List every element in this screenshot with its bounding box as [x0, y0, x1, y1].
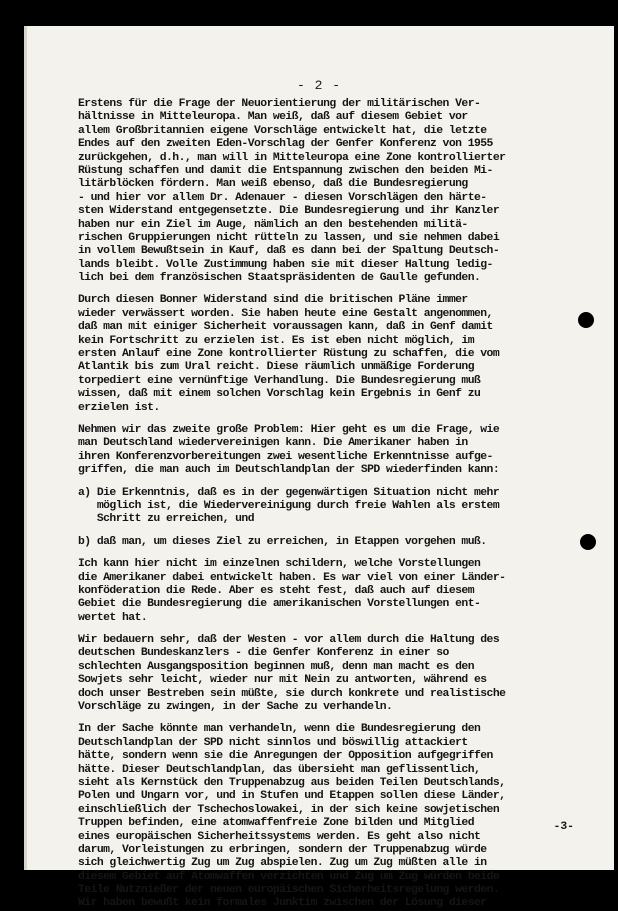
text-line: daß man mit einiger Sicherheit voraussagen kann, daß in Genf damit [78, 321, 493, 334]
text-line: die Amerikaner dabei entwickelt haben. Es war viel von einer Länder- [78, 571, 506, 584]
text-line: Rüstung schaffen und damit die Entspannung zwischen den beiden Mi- [78, 164, 493, 177]
page-number: - 2 - [296, 78, 341, 93]
paragraph [78, 536, 590, 549]
text-line: erzielen ist. [78, 401, 160, 414]
text-line: hätte, sondern wenn sie die Anregungen der Opposition aufgegriffen [78, 750, 493, 763]
paragraph-gap [78, 285, 590, 294]
text-line: hätte. Dieser Deutschlandplan, das übersieht man geflissentlich, [78, 763, 481, 776]
text-line: konföderation die Rede. Aber es steht fest, daß auch auf diesem [78, 584, 474, 597]
text-line: Vorschläge zu zwingen, in der Sache zu verhandeln. [78, 701, 393, 714]
text-line: In der Sache könnte man verhandeln, wenn die Bundesregierung den [78, 723, 481, 736]
text-line: doch unser Bestreben sein müßte, sie durch konkrete und realistische [78, 687, 506, 700]
punch-hole [578, 312, 594, 328]
text-line: Wir bedauern sehr, daß der Westen - vor allem durch die Haltung des [78, 634, 500, 647]
scan-edge [24, 26, 27, 870]
text-line: haben nur ein Ziel im Auge, nämlich an den bestehenden militä- [78, 218, 468, 231]
text-line: griffen, die man auch im Deutschlandplan der SPD wiederfinden kann: [78, 464, 500, 477]
text-line: diesem Gebiet auf Atomwaffen verzichten und Zug um Zug würden beide [78, 870, 500, 883]
next-page-marker: -3- [553, 821, 574, 833]
paragraph [78, 634, 590, 714]
text-line: Wir haben bewußt kein formales Junktim zwischen der Lösung dieser [78, 897, 487, 910]
text-line: Endes auf den zweiten Eden-Vorschlag der Genfer Konferenz von 1955 [78, 138, 493, 151]
paragraph [78, 294, 590, 415]
text-line: rischen Gruppierungen nicht rütteln zu lassen, und sie nehmen dabei [78, 231, 500, 244]
document-page [24, 26, 614, 910]
text-line: hältnisse in Mitteleuropa. Man weiß, daß auf diesem Gebiet vor [78, 111, 468, 124]
text-line: sten Widerstand entgegensetzte. Die Bundesregierung und ihr Kanzler [78, 205, 500, 218]
text-line: wissen, daß mit einem solchen Vorschlag kein Ergebnis in Genf zu [78, 388, 481, 401]
text-line: eines europäischen Sicherheitssystems werden. Es geht also nicht [78, 830, 481, 843]
text-line: Polen und Ungarn vor, und in Stufen und Etappen sollen diese Länder, [78, 790, 506, 803]
text-line: Schritt zu erreichen, und [78, 513, 254, 526]
paragraph [78, 98, 590, 285]
text-line: a) Die Erkenntnis, daß es in der gegenwärtigen Situation nicht mehr [78, 486, 500, 499]
text-line: wertet hat. [78, 611, 148, 624]
text-line: allem Großbritannien eigene Vorschläge entwickelt hat, die letzte [78, 124, 487, 137]
text-line: kein Fortschritt zu erzielen ist. Es ist eben nicht möglich, im [78, 334, 474, 347]
text-line: Atlantik bis zum Ural reicht. Diese räumlich unmäßige Forderung [78, 361, 474, 374]
text-line: torpediert eine vernünftige Verhandlung. Die Bundesregierung muß [78, 374, 481, 387]
text-line: Sowjets sehr leicht, wieder nur mit Nein zu antworten, während es [78, 674, 487, 687]
text-line: Deutschlandplan der SPD nicht sinnlos und böswillig attackiert [78, 736, 468, 749]
text-line: - und hier vor allem Dr. Adenauer - diesen Vorschlägen den härte- [78, 191, 487, 204]
text-line: in vollem Bewußtsein in Kauf, daß es dann bei der Spaltung Deutsch- [78, 245, 500, 258]
paragraph-gap [78, 549, 590, 558]
text-line: darum, Vorleistungen zu erbringen, sondern der Truppenabzug würde [78, 843, 487, 856]
text-line: wieder verwässert worden. Sie haben heute eine Gestalt angenommen, [78, 307, 493, 320]
text-line: Gebiet die Bundesregierung die amerikanischen Vorstellungen ent- [78, 598, 481, 611]
paragraph-gap [78, 527, 590, 536]
text-line: lich bei dem französischen Staatspräsidenten de Gaulle gefunden. [78, 272, 481, 285]
paragraph-gap [78, 478, 590, 487]
text-line: Ich kann hier nicht im einzelnen schildern, welche Vorstellungen [78, 558, 481, 571]
text-line: Erstens für die Frage der Neuorientierung der militärischen Ver- [78, 98, 481, 110]
text-line: Durch diesen Bonner Widerstand sind die britischen Pläne immer [78, 294, 468, 307]
document-body [78, 98, 590, 911]
text-line: litärblöcken fördern. Man weiß ebenso, daß die Bundesregierung [78, 178, 468, 191]
text-line: Teile Nutznießer der neuen europäischen Sicherheitsregelung werden. [78, 884, 500, 897]
text-line: möglich ist, die Wiedervereinigung durch freie Wahlen als erstem [78, 499, 500, 512]
text-line: sieht als Kernstück den Truppenabzug aus beiden Teilen Deutschlands, [78, 776, 506, 789]
paragraph [78, 723, 590, 910]
text-line: Nehmen wir das zweite große Problem: Hier geht es um die Frage, wie [78, 423, 500, 436]
text-line: b) daß man, um dieses Ziel zu erreichen, in Etappen vorgehen muß. [78, 535, 487, 548]
text-line: zurückgehen, d.h., man will in Mitteleuropa eine Zone kontrollierter [78, 151, 506, 164]
text-line: einschließlich der Tschechoslowakei, in der sich keine sowjetischen [78, 803, 500, 816]
paragraph-gap [78, 625, 590, 634]
text-line: ihren Konferenzvorbereitungen zwei wesentliche Erkenntnisse aufge- [78, 450, 493, 463]
text-line: lands bleibt. Volle Zustimmung haben sie mit dieser Haltung ledig- [78, 258, 493, 271]
paragraph [78, 424, 590, 478]
text-line: ersten Anlauf eine Zone kontrollierter Rüstung zu schaffen, die vom [78, 348, 500, 361]
punch-hole [580, 534, 596, 550]
text-line: man Deutschland wiedervereinigen kann. Die Amerikaner haben in [78, 437, 468, 450]
text-line: deutschen Bundeskanzlers - die Genfer Konferenz in einer so [78, 647, 449, 660]
paragraph [78, 558, 590, 625]
text-line: schlechten Ausgangsposition beginnen muß, denn man macht es den [78, 660, 474, 673]
paragraph [78, 487, 590, 527]
paragraph-gap [78, 415, 590, 424]
text-line: Truppen befinden, eine atomwaffenfreie Zone bilden und Mitglied [78, 817, 474, 830]
paragraph-gap [78, 714, 590, 723]
text-line: sich gleichwertig Zug um Zug abspielen. Zug um Zug müßten alle in [78, 857, 487, 870]
